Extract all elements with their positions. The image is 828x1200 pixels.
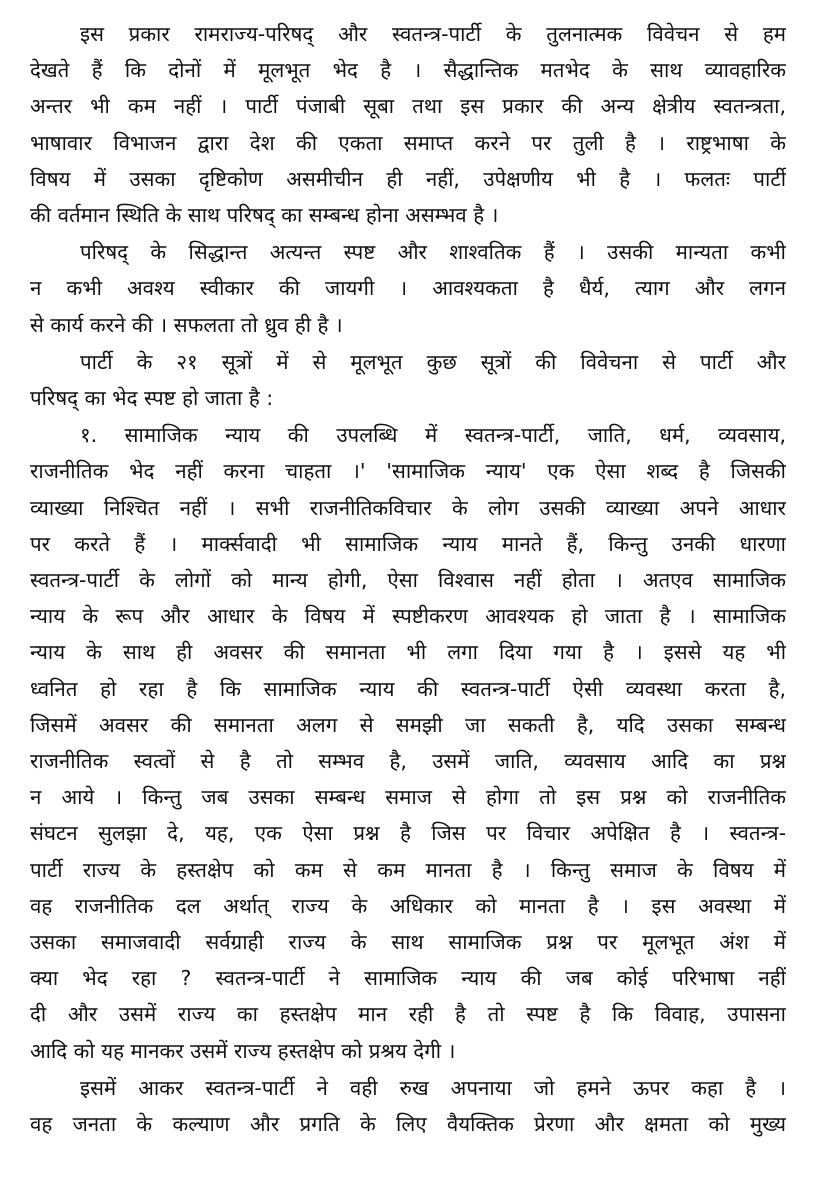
text-line: जिसमें अवसर की समानता अलग से समझी जा सकती है, यदि उसका सम्बन्ध [30,712,786,737]
text-line: राजनीतिक भेद नहीं करना चाहता ।' 'सामाजिक न्याय' एक ऐसा शब्द है जिसकी [30,459,786,484]
text-line: राजनीतिक स्वत्वों से है तो सम्भव है, उसमें जाति, व्यवसाय आदि का प्रश्न [30,749,786,774]
text-line: आदि को यह मानकर उसमें राज्य हस्तक्षेप को प्रश्रय देगी । [30,1038,456,1063]
text-line: न्याय के साथ ही अवसर की समानता भी लगा दिया गया है । इससे यह भी [30,640,786,665]
text-line: वह राजनीतिक दल अर्थात् राज्य के अधिकार को मानता है । इस अवस्था में [30,893,786,918]
text-line: ध्वनित हो रहा है कि सामाजिक न्याय की स्वतन्त्र-पार्टी ऐसी व्यवस्था करता है, [30,676,786,701]
text-line: विषय में उसका दृष्टिकोण असमीचीन ही नहीं, उपेक्षणीय भी है । फलतः पार्टी [30,166,786,191]
text-line: परिषद् का भेद स्पष्ट हो जाता है : [30,386,274,411]
text-line: न कभी अवश्य स्वीकार की जायगी । आवश्यकता है धैर्य, त्याग और लगन [30,276,786,301]
text-line: देखते हैं कि दोनों में मूलभूत भेद है । सैद्धान्तिक मतभेद के साथ व्यावहारिक [30,58,786,83]
text-line: न आये । किन्तु जब उसका सम्बन्ध समाज से होगा तो इस प्रश्न को राजनीतिक [30,785,786,810]
paragraph [30,344,786,416]
text-line: से कार्य करने की । सफलता तो ध्रुव ही है । [30,312,343,337]
text-line: भाषावार विभाजन द्वारा देश की एकता समाप्त करने पर तुली है । राष्ट्रभाषा के [30,130,786,155]
text-line: अन्तर भी कम नहीं । पार्टी पंजाबी सूबा तथा इस प्रकार की अन्य क्षेत्रीय स्वतन्त्रता, [30,94,786,119]
text-line: इस प्रकार रामराज्य-परिषद् और स्वतन्त्र-पार्टी के तुलनात्मक विवेचन से हम [80,22,786,46]
document-body [30,16,786,1142]
text-line: दी और उसमें राज्य का हस्तक्षेप मान रही है तो स्पष्ट है कि विवाह, उपासना [30,1002,786,1027]
text-line: पार्टी के २१ सूत्रों में से मूलभूत कुछ सूत्रों की विवेचना से पार्टी और [80,349,786,374]
text-line: स्वतन्त्र-पार्टी के लोगों को मान्य होगी, ऐसा विश्वास नहीं होता । अतएव सामाजिक [30,568,786,593]
paragraph [30,1070,786,1142]
text-line: पार्टी राज्य के हस्तक्षेप को कम से कम मानता है । किन्तु समाज के विषय में [30,857,786,882]
text-line: उसका समाजवादी सर्वग्राही राज्य के साथ सामाजिक प्रश्न पर मूलभूत अंश में [30,930,786,955]
text-line: व्याख्या निश्चित नहीं । सभी राजनीतिकविचार के लोग उसकी व्याख्या अपने आधार [30,495,786,520]
text-line: पर करते हैं । मार्क्सवादी भी सामाजिक न्याय मानते हैं, किन्तु उनकी धारणा [30,531,786,556]
text-line: परिषद् के सिद्धान्त अत्यन्त स्पष्ट और शाश्वतिक हैं । उसकी मान्यता कभी [80,240,786,265]
text-line: क्या भेद रहा ? स्वतन्त्र-पार्टी ने सामाजिक न्याय की जब कोई परिभाषा नहीं [30,966,786,991]
text-line: संघटन सुलझा दे, यह, एक ऐसा प्रश्न है जिस पर विचार अपेक्षित है । स्वतन्त्र- [30,821,786,846]
paragraph [30,234,786,343]
text-line: की वर्तमान स्थिति के साथ परिषद् का सम्बन्ध होना असम्भव है । [30,203,499,228]
text-line: इसमें आकर स्वतन्त्र-पार्टी ने वही रुख अपनाया जो हमने ऊपर कहा है । [80,1075,786,1100]
text-line: वह जनता के कल्याण और प्रगति के लिए वैयक्तिक प्रेरणा और क्षमता को मुख्य [30,1112,786,1137]
text-line: न्याय के रूप और आधार के विषय में स्पष्टीकरण आवश्यक हो जाता है । सामाजिक [30,604,786,629]
paragraph [30,16,786,233]
text-line: १. सामाजिक न्याय की उपलब्धि में स्वतन्त्र-पार्टी, जाति, धर्म, व्यवसाय, [80,423,786,448]
paragraph [30,417,786,1069]
